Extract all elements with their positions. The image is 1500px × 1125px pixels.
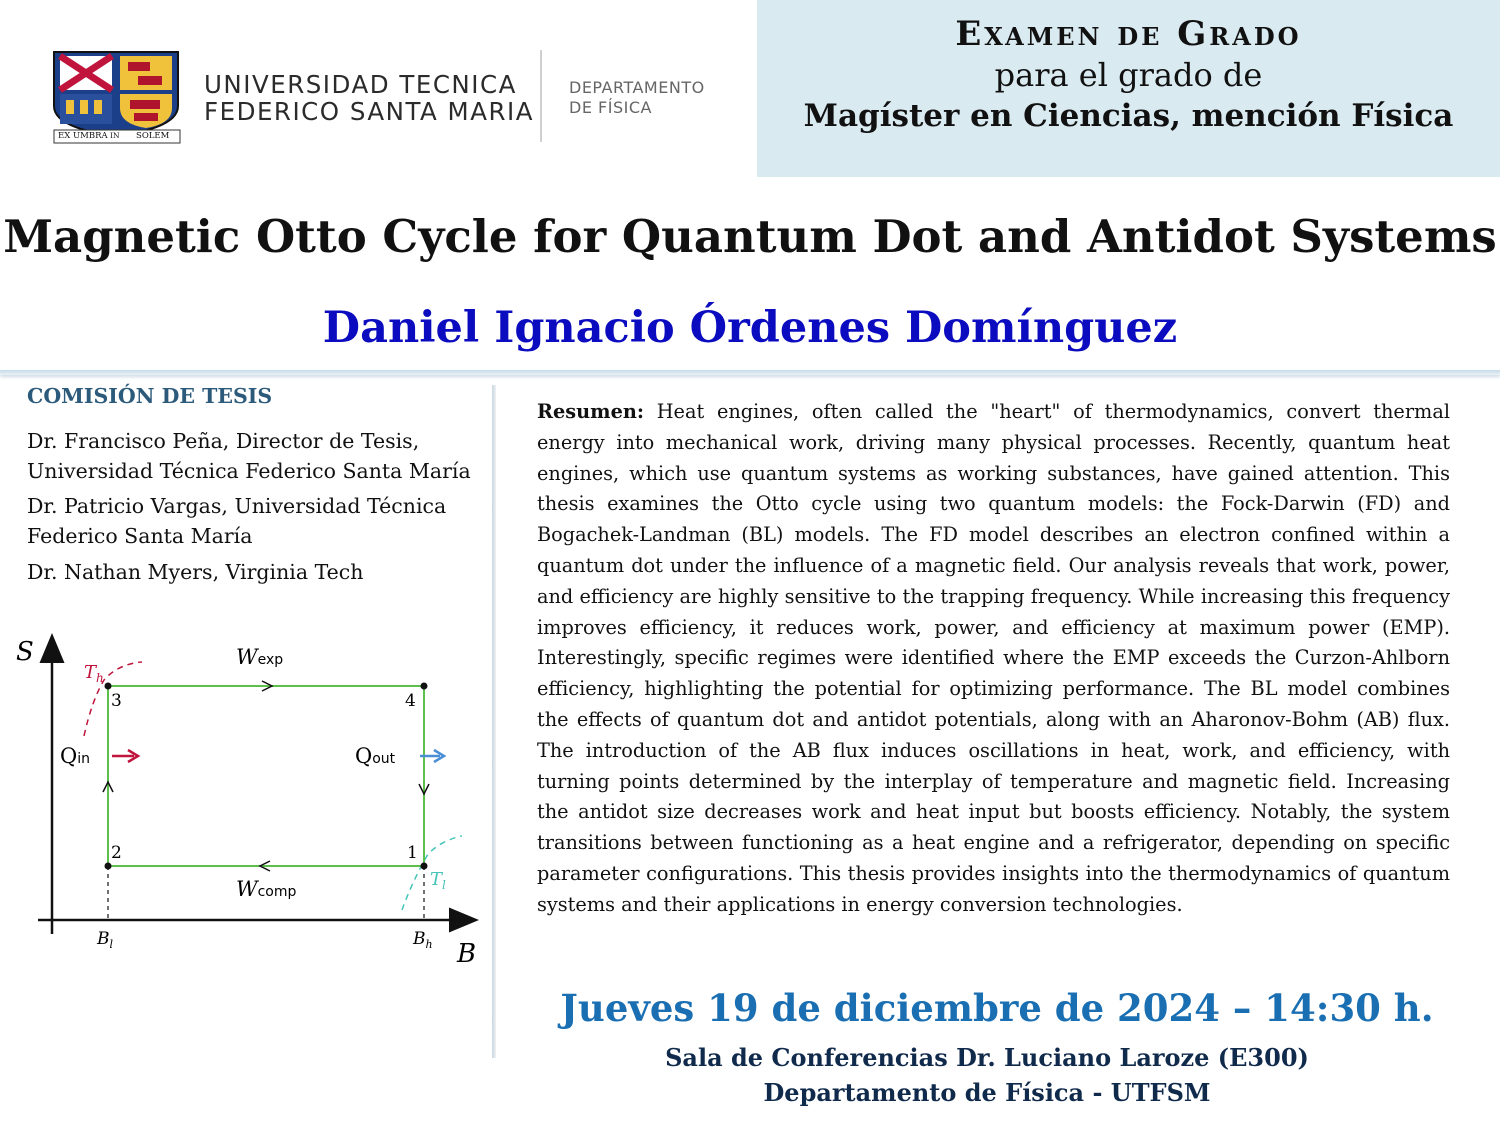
department-line2: DE FÍSICA xyxy=(569,98,652,117)
node-4 xyxy=(421,683,428,690)
logo-divider xyxy=(540,50,542,142)
node-1-label: 1 xyxy=(407,843,418,863)
abstract-label: Resumen: xyxy=(537,400,644,423)
event-room: Sala de Conferencias Dr. Luciano Laroze (E300) xyxy=(665,1043,1309,1072)
university-logo xyxy=(52,50,705,145)
node-2-label: 2 xyxy=(111,843,122,863)
w-comp-label: Wcomp xyxy=(236,877,297,901)
b-high-label: $B_h$ xyxy=(413,929,433,951)
column-divider xyxy=(492,385,496,1058)
motto-left: EX UMBRA xyxy=(58,131,108,141)
abstract xyxy=(537,397,1450,921)
event-department: Departamento de Física - UTFSM xyxy=(763,1078,1211,1107)
committee-member: Dr. Nathan Myers, Virginia Tech xyxy=(27,560,364,584)
motto-right: SOLEM xyxy=(136,131,170,141)
y-axis-label: S xyxy=(16,637,34,667)
abstract-text: Heat engines, often called the "heart" of thermodynamics, convert thermal energy into mechanical work, driving many physical processes. Recently, quantum heat engines, which use quantum systems as working substances, have gained attention. This thesis examines the Otto cycle using two quantum models: the Fock-Darwin (FD) and Bogachek-Landman (BL) models. The FD model describes an electron confined within a quantum dot under the influence of a magnetic field. Our analysis reveals that work, power, and efficiency are highly sensitive to the trapping frequency. While increasing this frequency improves efficiency, it reduces work, power, and efficiency at maximum power (EMP). Interestingly, specific regimes were identified where the EMP exceeds the Curzon-Ahlborn efficiency, highlighting the potential for optimizing performance. The BL model combines the effects of quantum dot and antidot potentials, along with an Aharonov-Bohm (AB) flux. The introduction of the AB flux induces oscillations in heat, work, and efficiency, with turning points determined by the interplay of temperature and magnetic field. Increasing the antidot size decreases work and heat input but boosts efficiency. Notably, the system transitions between functioning as a heat engine and a refrigerator, depending on specific parameter configurations. This thesis provides insights into the thermodynamics of quantum systems and their applications in energy conversion technologies. xyxy=(537,400,1450,916)
q-in-label: Qin xyxy=(60,744,90,768)
w-exp-label: Wexp xyxy=(236,645,284,669)
node-3 xyxy=(105,683,112,690)
node-2 xyxy=(105,863,112,870)
exam-title: Examen de Grado xyxy=(955,14,1302,54)
b-low-label: $B_l$ xyxy=(97,929,114,951)
author-name: Daniel Ignacio Órdenes Domínguez xyxy=(322,303,1178,353)
committee-member: Dr. Patricio Vargas, Universidad Técnica Federico Santa María xyxy=(27,494,447,548)
committee-member: Dr. Francisco Peña, Director de Tesis, Universidad Técnica Federico Santa María xyxy=(27,429,471,483)
exam-subtitle: para el grado de xyxy=(994,56,1263,94)
header-divider xyxy=(0,370,1500,375)
committee-heading: COMISIÓN DE TESIS xyxy=(27,384,273,408)
q-out-label: Qout xyxy=(355,744,396,768)
node-1 xyxy=(421,863,428,870)
thesis-title: Magnetic Otto Cycle for Quantum Dot and Antidot Systems xyxy=(3,210,1497,263)
exam-banner xyxy=(757,0,1500,177)
exam-degree: Magíster en Ciencias, mención Física xyxy=(803,98,1454,134)
node-4-label: 4 xyxy=(405,691,416,711)
otto-cycle-path xyxy=(108,686,424,866)
t-cold-label: $T_l$ xyxy=(430,869,446,892)
department-line1: DEPARTAMENTO xyxy=(569,78,705,97)
motto-mid: IN xyxy=(110,131,120,140)
event-date: Jueves 19 de diciembre de 2024 – 14:30 h. xyxy=(560,986,1434,1030)
x-axis-label: B xyxy=(457,939,477,969)
university-name-line1: UNIVERSIDAD TECNICA xyxy=(204,70,517,99)
node-3-label: 3 xyxy=(111,691,122,711)
university-name-line2: FEDERICO SANTA MARIA xyxy=(204,97,534,126)
otto-cycle-diagram xyxy=(0,620,492,980)
t-hot-label: $T_h$ xyxy=(84,662,104,685)
